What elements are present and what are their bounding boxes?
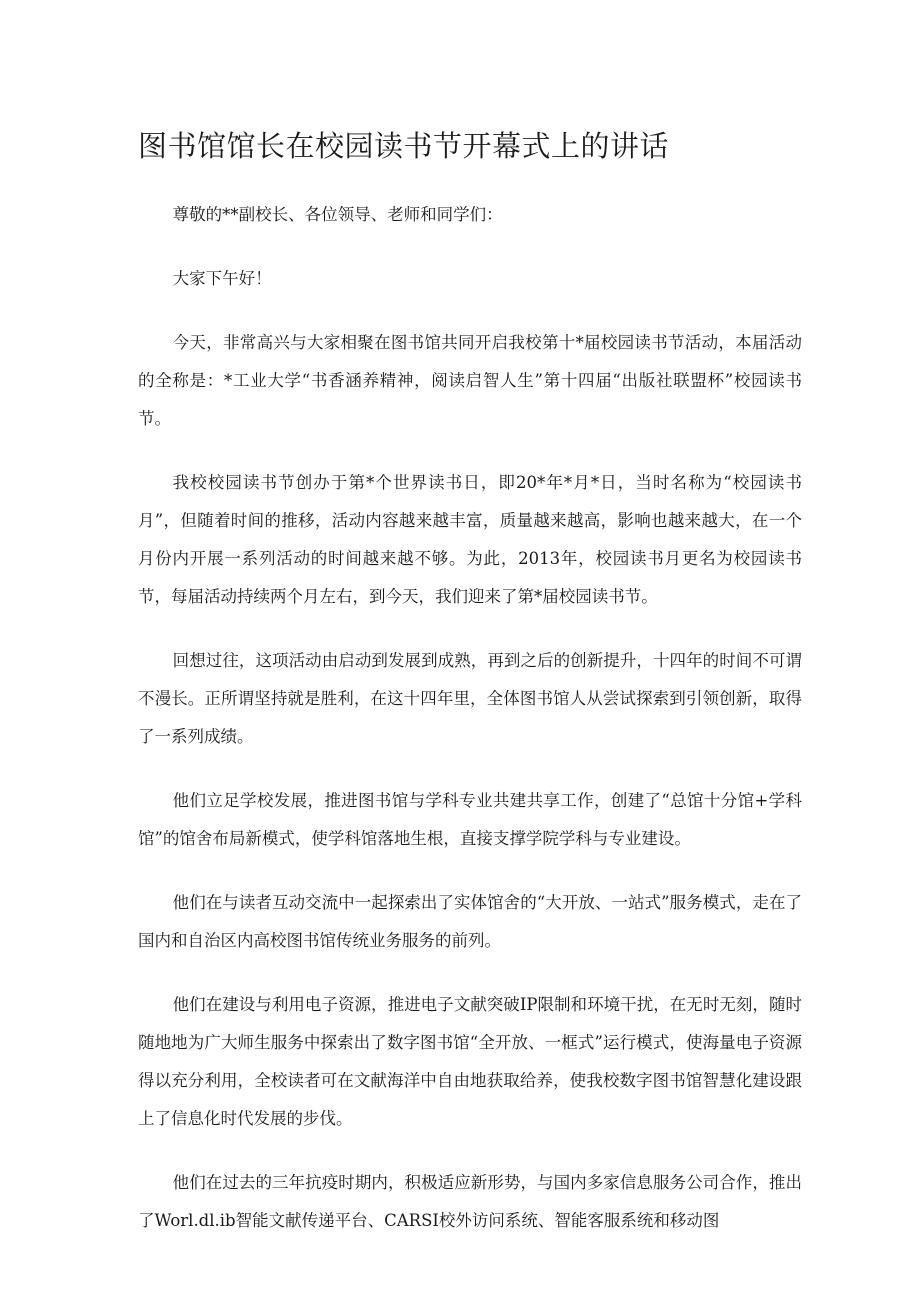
- body-paragraph: 回想过往，这项活动由启动到发展到成熟，再到之后的创新提升，十四年的时间不可谓不漫长。正所谓坚持就是胜利，在这十四年里，全体图书馆人从尝试探索到引领创新，取得了一系列成绩。: [138, 651, 802, 746]
- body-paragraph: 今天，非常高兴与大家相聚在图书馆共同开启我校第十*届校园读书节活动，本届活动的全称是：*工业大学“书香涵养精神，阅读启智人生”第十四届“出版社联盟杯”校园读书节。: [138, 333, 802, 428]
- body-paragraph: 他们在与读者互动交流中一起探索出了实体馆舍的“大开放、一站式”服务模式，走在了国内和自治区内高校图书馆传统业务服务的前列。: [138, 893, 802, 950]
- greeting-paragraph: 大家下午好！: [172, 269, 272, 288]
- body-paragraph: 我校校园读书节创办于第*个世界读书日，即20*年*月*日，当时名称为“校园读书月”，但随着时间的推移，活动内容越来越丰富，质量越来越高，影响也越来越大，在一个月份内开展一系列活动的时间越来越不够。为此，2013年，校园读书月更名为校园读书节，每届活动持续两个月左右，到今天，我们迎来了第*届校园读书节。: [138, 473, 802, 606]
- document-title: 图书馆馆长在校园读书节开幕式上的讲话: [138, 129, 670, 163]
- body-paragraph: 他们在建设与利用电子资源，推进电子文献突破IP限制和环境干扰，在无时无刻，随时随地地为广大师生服务中探索出了数字图书馆“全开放、一框式”运行模式，使海量电子资源得以充分利用，全校读者可在文献海洋中自由地获取给养，使我校数字图书馆智慧化建设跟上了信息化时代发展的步伐。: [138, 995, 802, 1128]
- body-paragraph: 他们立足学校发展，推进图书馆与学科专业共建共享工作，创建了“总馆十分馆+学科馆”的馆舍布局新模式，使学科馆落地生根，直接支撑学院学科与专业建设。: [138, 791, 802, 848]
- salutation-paragraph: 尊敬的**副校长、各位领导、老师和同学们：: [172, 205, 503, 224]
- body-paragraph: 他们在过去的三年抗疫时期内，积极适应新形势，与国内多家信息服务公司合作，推出了Worl.dl.ib智能文献传递平台、CARSI校外访问系统、智能客服系统和移动图: [138, 1173, 802, 1230]
